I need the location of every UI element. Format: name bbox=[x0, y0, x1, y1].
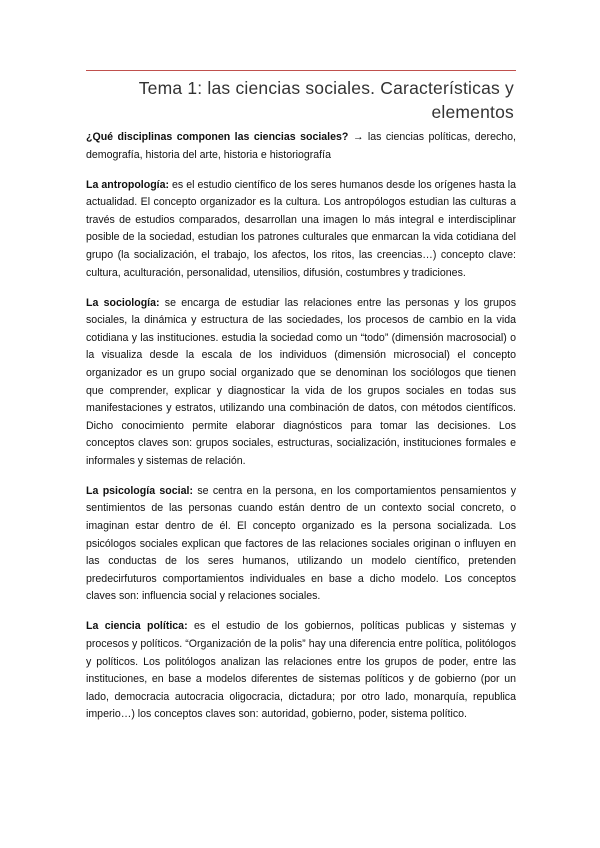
paragraph-text: → las ciencias políticas, derecho, demografía, historia del arte, historia e historiografía bbox=[86, 131, 516, 161]
paragraph-lead: La ciencia política: bbox=[86, 620, 188, 633]
body-text bbox=[86, 129, 516, 736]
paragraph-antropologia bbox=[86, 177, 516, 283]
paragraph-text: es el estudio de los gobiernos, políticas publicas y sistemas y procesos y políticos. “Organización de la polis” hay una diferencia entre política, politólogos y políticos. Los politólogos analizan las relaciones entre los grupos de poder, entre las instituciones, en base a modelos diferentes de sistemas políticos y de gobierno (por un lado, democracia autocracia oligocracia, dictadura; por otro lado, monarquía, republica imperio…) los conceptos claves son: autoridad, gobierno, poder, sistema político. bbox=[86, 620, 516, 721]
paragraph-lead: ¿Qué disciplinas componen las ciencias sociales? bbox=[86, 131, 349, 143]
paragraph-lead: La sociología: bbox=[86, 296, 160, 309]
paragraph-text: se encarga de estudiar las relaciones entre las personas y los grupos sociales, la dinámica y estructura de las sociedades, los procesos de cambio en la vida cotidiana y las instituciones. estudia la sociedad como un “todo” (dimensión macrosocial) o la visualiza desde la escala de los individuos (dimensión microsocial) el concepto organizador es un grupo social organizado que se denominan los sociólogos que tienen que comprender, explicar y diagnosticar la vida de los grupos sociales en todas sus manifestaciones y estratos, utilizando una combinación de datos, con métodos científicos. Dicho conocimiento permite elaborar diagnósticos para tomar las decisiones. Los conceptos claves son: grupos sociales, estructuras, socialización, instituciones formales e informales y sistemas de relación. bbox=[86, 296, 516, 467]
title-rule bbox=[86, 70, 516, 71]
paragraph-text: es el estudio científico de los seres humanos desde los orígenes hasta la actualidad. El concepto organizador es la cultura. Los antropólogos estudian las culturas a través de estudios comparados, desarrollan una imagen lo más integral e interdisciplinar posible de la sociedad, estudian los patrones culturales que enmarcan la vida cotidiana del grupo (la socialización, el trabajo, los afectos, los ritos, las creencias…) concepto clave: cultura, aculturación, personalidad, utensilios, difusión, costumbres y tradiciones. bbox=[86, 178, 516, 279]
paragraph-ciencia-politica bbox=[86, 618, 516, 724]
page-title: Tema 1: las ciencias sociales. Características y elementos bbox=[138, 78, 514, 122]
paragraph-psicologia-social bbox=[86, 483, 516, 606]
paragraph-sociologia bbox=[86, 295, 516, 471]
paragraph-lead: La antropología: bbox=[86, 178, 170, 191]
paragraph-text: se centra en la persona, en los comportamientos pensamientos y sentimientos de las personas cuando están dentro de un contexto social concreto, o imaginan estar dentro de él. El concepto organizado es la persona socializada. Los psicólogos sociales explican que factores de las relaciones sociales originan o influyen en las conductas de los seres humanos, utilizando un modelo científico, pretenden predecirfuturos comportamientos individuales en base a dicho modelo. Los conceptos claves son: influencia social y relaciones sociales. bbox=[86, 484, 517, 603]
paragraph-disciplines bbox=[86, 129, 516, 164]
paragraph-lead: La psicología social: bbox=[86, 484, 193, 497]
